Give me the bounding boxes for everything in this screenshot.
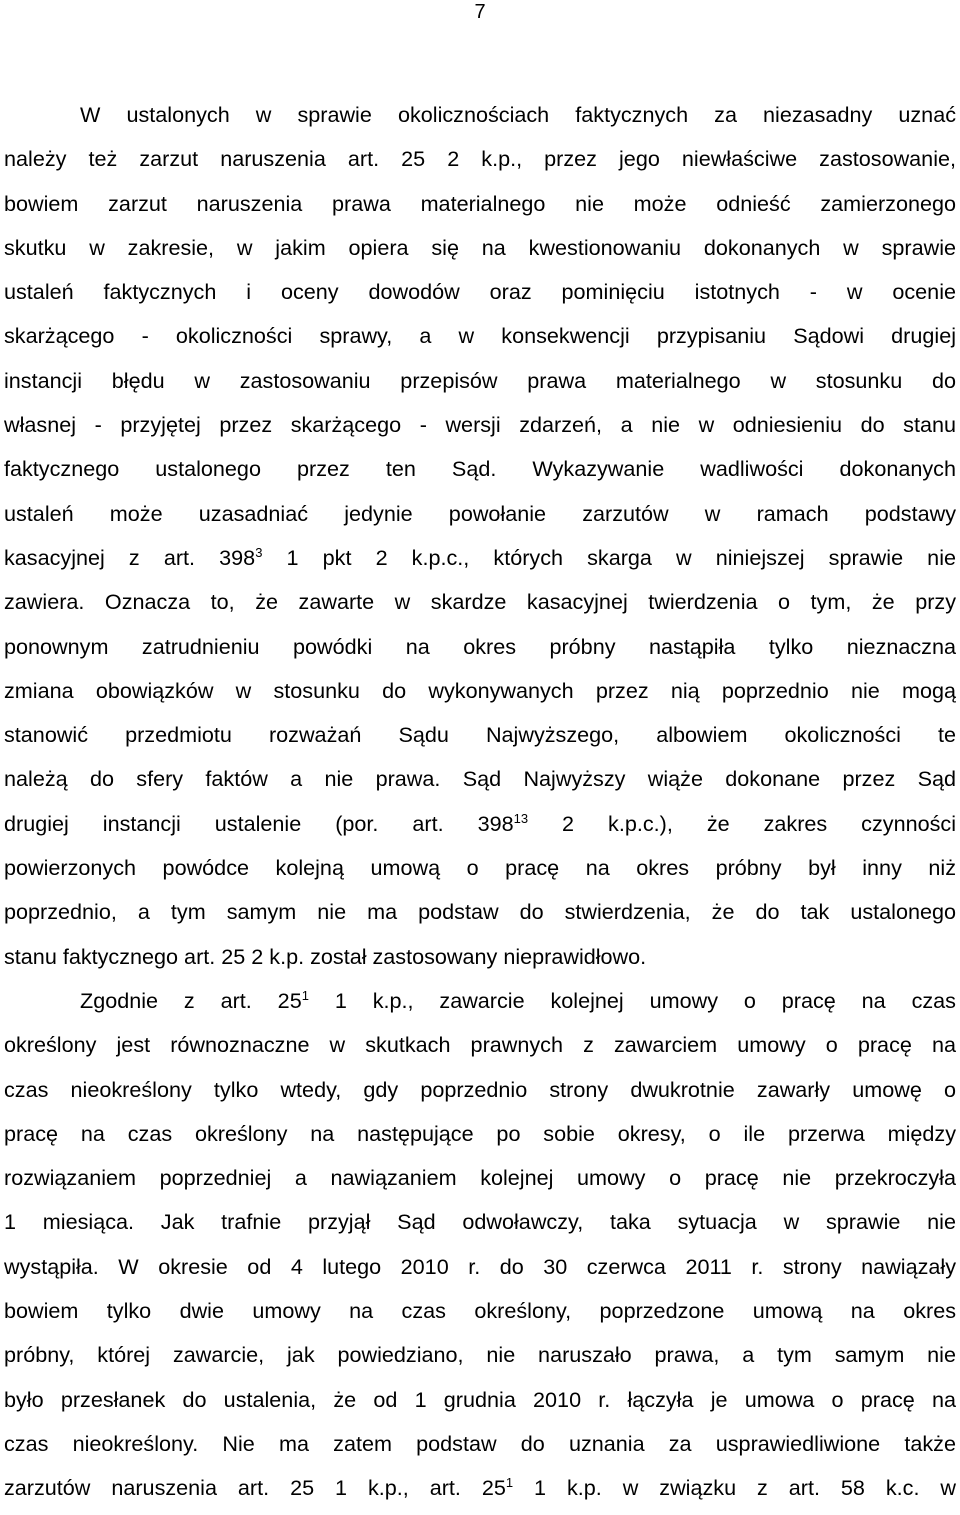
text-line: stanowić przedmiotu rozważań Sądu Najwyższego, albowiem okoliczności te xyxy=(4,722,956,748)
text-line: należy też zarzut naruszenia art. 25 2 k.p., przez jego niewłaściwe zastosowanie, xyxy=(4,146,956,172)
superscript: 1 xyxy=(301,987,309,1003)
page-number: 7 xyxy=(474,1,486,23)
text-line: ustaleń może uzasadniać jedynie powołanie zarzutów w ramach podstawy xyxy=(4,500,956,526)
superscript: 1 xyxy=(505,1475,514,1491)
text-line: drugiej instancji ustalenie (por. art. $398^{13}$ 2 k.p.c.), że zakres czynności xyxy=(4,810,956,836)
superscript: 13 xyxy=(513,810,529,826)
text-line: bowiem zarzut naruszenia prawa materialnego nie może odnieść zamierzonego xyxy=(4,190,956,216)
text-line: W ustalonych w sprawie okolicznościach faktycznych za niezasadny uznać xyxy=(80,102,956,127)
body-text xyxy=(4,97,956,1515)
text-line: faktycznego ustalonego przez ten Sąd. Wykazywanie wadliwości dokonanych xyxy=(4,456,956,482)
text-line: czas nieokreślony tylko wtedy, gdy poprzednio strony dwukrotnie zawarły umowę o xyxy=(4,1076,956,1102)
text-line: instancji błędu w zastosowaniu przepisów prawa materialnego w stosunku do xyxy=(4,367,956,393)
text-line: próbny, której zawarcie, jak powiedziano, nie naruszało prawa, a tym samym nie xyxy=(4,1342,956,1368)
text-line: należą do sfery faktów a nie prawa. Sąd Najwyższy wiąże dokonane przez Sąd xyxy=(4,766,956,792)
text-line: skutku w zakresie, w jakim opiera się na kwestionowaniu dokonanych w sprawie xyxy=(4,234,956,260)
text-line: było przesłanek do ustalenia, że od 1 grudnia 2010 r. łączyła je umowa o pracę na xyxy=(4,1386,956,1412)
text-line: 1 miesiąca. Jak trafnie przyjął Sąd odwoławczy, taka sytuacja w sprawie nie xyxy=(4,1209,956,1235)
text-line: ustaleń faktycznych i oceny dowodów oraz pominięciu istotnych - w ocenie xyxy=(4,279,956,305)
text-line: określony jest równoznaczne w skutkach prawnych z zawarciem umowy o pracę na xyxy=(4,1032,956,1058)
text-line: kasacyjnej z art. $398^3$ 1 pkt 2 k.p.c., których skarga w niniejszej sprawie nie xyxy=(4,544,956,570)
text-line: zawiera. Oznacza to, że zawarte w skardze kasacyjnej twierdzenia o tym, że przy xyxy=(4,589,956,615)
text-line: Zgodnie z art. $25^1$ 1 k.p., zawarcie kolejnej umowy o pracę na czas xyxy=(80,987,956,1013)
text-line: poprzednio, a tym samym nie ma podstaw do stwierdzenia, że do tak ustalonego xyxy=(4,899,956,925)
superscript: 3 xyxy=(255,544,263,560)
text-line: bowiem tylko dwie umowy na czas określony, poprzedzone umową na okres xyxy=(4,1298,956,1324)
text-line: stanu faktycznego art. 25 2 k.p. został zastosowany nieprawidłowo. xyxy=(4,943,647,969)
text-line: ponownym zatrudnieniu powódki na okres próbny nastąpiła tylko nieznaczna xyxy=(4,633,956,659)
text-line: własnej - przyjętej przez skarżącego - wersji zdarzeń, a nie w odniesieniu do stanu xyxy=(4,412,956,438)
text-line: czas nieokreślony. Nie ma zatem podstaw do uznania za usprawiedliwione także xyxy=(4,1430,956,1456)
text-line: rozwiązaniem poprzedniej a nawiązaniem kolejnej umowy o pracę nie przekroczyła xyxy=(4,1165,956,1191)
text-line: powierzonych powódce kolejną umową o pracę na okres próbny był inny niż xyxy=(4,855,956,881)
text-line: pracę na czas określony na następujące po sobie okresy, o ile przerwa między xyxy=(4,1120,956,1146)
text-line: zmiana obowiązków w stosunku do wykonywanych przez nią poprzednio nie mogą xyxy=(4,677,956,703)
text-line: skarżącego - okoliczności sprawy, a w konsekwencji przypisaniu Sądowi drugiej xyxy=(4,323,956,349)
text-line: wystąpiła. W okresie od 4 lutego 2010 r. do 30 czerwca 2011 r. strony nawiązały xyxy=(4,1253,956,1279)
text-line: zarzutów naruszenia art. 25 1 k.p., art. $25^1$ 1 k.p. w związku z art. 58 k.c. w xyxy=(4,1475,956,1501)
